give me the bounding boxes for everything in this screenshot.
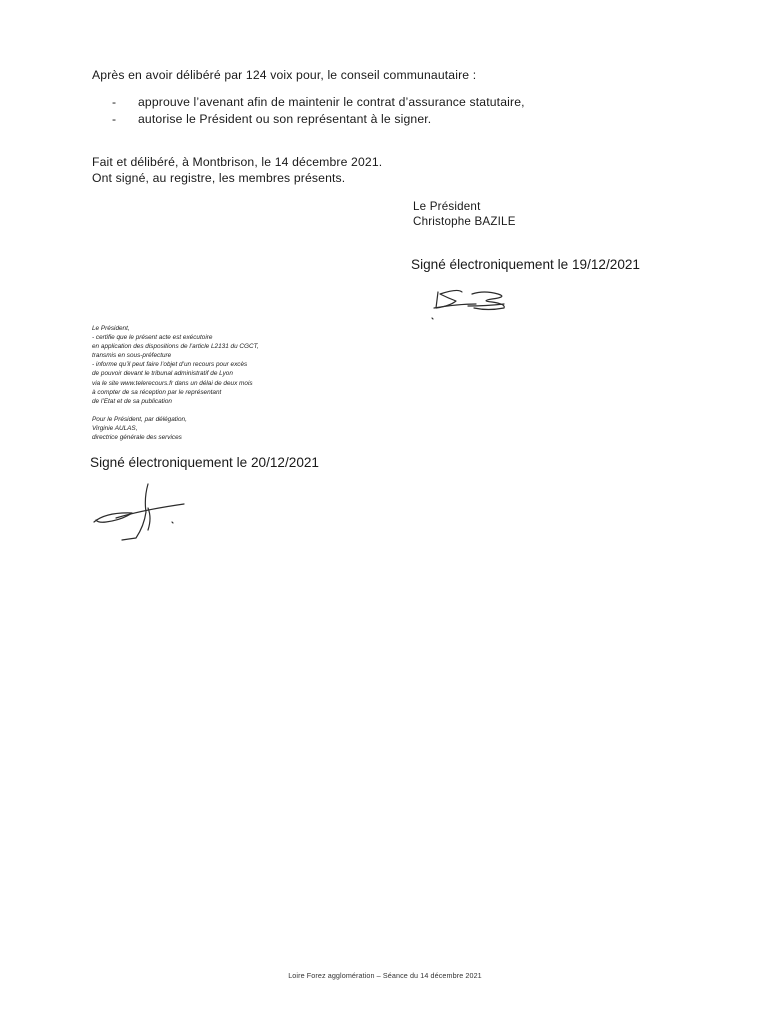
dgs-signed-date: Signé électroniquement le 20/12/2021 xyxy=(90,455,319,470)
legal-line: - informe qu’il peut faire l’objet d’un recours pour excès xyxy=(92,361,248,369)
president-block xyxy=(413,199,516,229)
deliberation-intro: Après en avoir délibéré par 124 voix pour, le conseil communautaire : xyxy=(92,68,477,82)
dgs-signature-image xyxy=(92,482,202,544)
decision-text: approuve l’avenant afin de maintenir le contrat d’assurance statutaire, xyxy=(138,95,525,109)
legal-notice xyxy=(92,324,259,442)
spacer xyxy=(92,406,259,415)
legal-line: de l’Etat et de sa publication xyxy=(92,397,172,405)
legal-line: à compter de sa réception par le représentant xyxy=(92,388,222,396)
legal-line: en application des dispositions de l’article L2131 du CGCT, xyxy=(92,343,259,351)
delegation-line: directrice générale des services xyxy=(92,434,182,442)
legal-line: Le Président, xyxy=(92,325,130,332)
delegation-line: Pour le Président, par délégation, xyxy=(92,415,187,423)
legal-line: de pouvoir devant le tribunal administratif de Lyon xyxy=(92,370,233,378)
president-name: Christophe BAZILE xyxy=(413,215,516,228)
list-bullet: - xyxy=(112,112,117,126)
list-item xyxy=(112,94,525,111)
legal-line: - certifie que le présent acte est exécutoire xyxy=(92,334,213,342)
legal-line: via le site www.telerecours.fr dans un délai de deux mois xyxy=(92,379,253,387)
signature-place-date xyxy=(92,154,382,186)
page-footer: Loire Forez agglomération – Séance du 14 décembre 2021 xyxy=(288,971,482,980)
legal-line: transmis en sous-préfecture xyxy=(92,352,172,360)
delegation-line: Virginie AULAS, xyxy=(92,424,138,432)
list-bullet: - xyxy=(112,95,117,109)
list-item xyxy=(112,111,525,128)
fait-line: Fait et délibéré, à Montbrison, le 14 décembre 2021. xyxy=(92,155,383,169)
decision-list xyxy=(112,94,525,128)
decision-text: autorise le Président ou son représentant à le signer. xyxy=(138,112,432,126)
president-signature-image xyxy=(428,284,518,324)
ont-signe-line: Ont signé, au registre, les membres présents. xyxy=(92,171,346,185)
president-signed-date: Signé électroniquement le 19/12/2021 xyxy=(411,257,640,272)
president-title: Le Président xyxy=(413,200,481,213)
